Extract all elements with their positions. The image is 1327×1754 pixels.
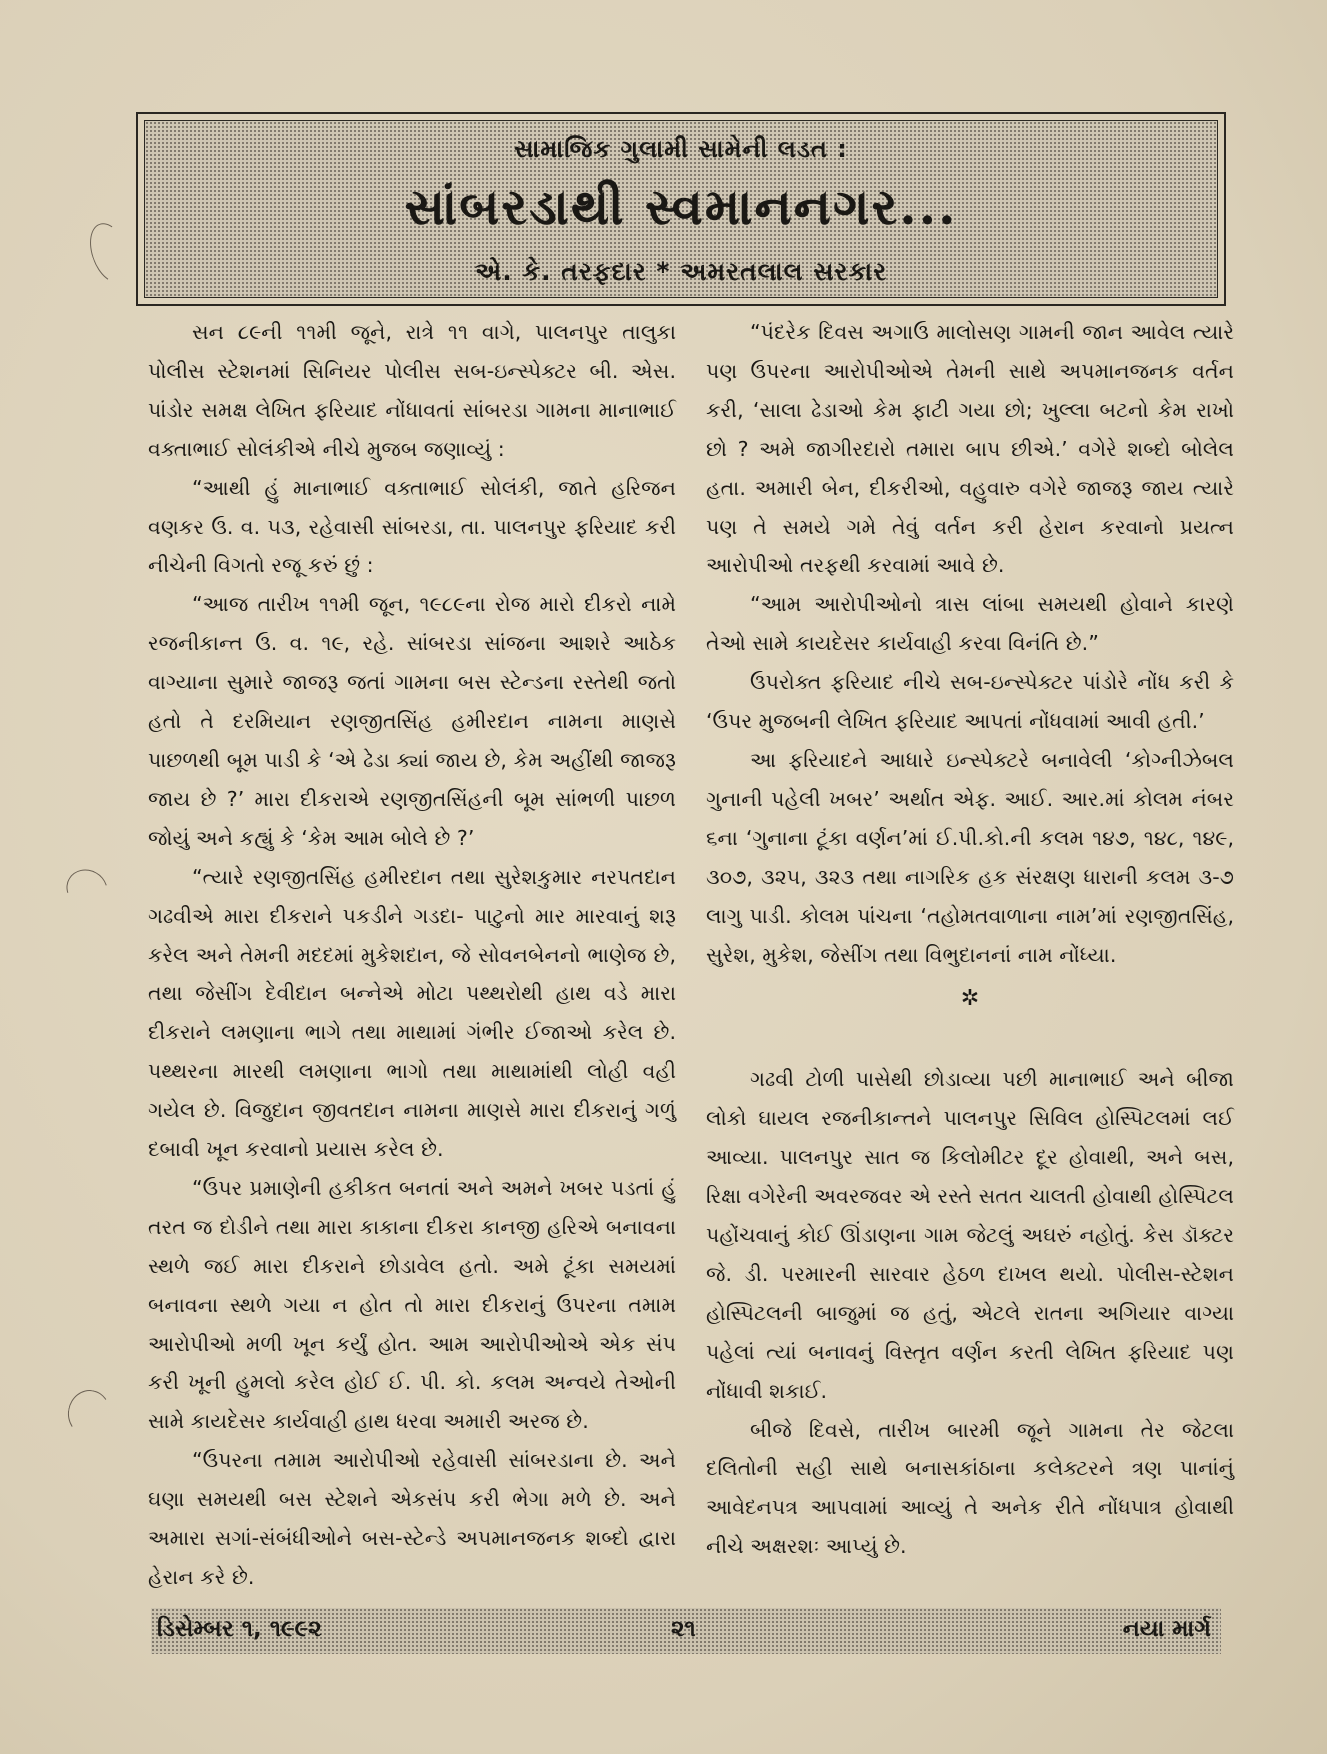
paragraph: “આજ તારીખ ૧૧મી જૂન, ૧૯૮૯ના રોજ મારો દીકરો નામે રજનીકાન્ત ઉ. વ. ૧૯, રહે. સાંબરડા સાંજના આશરે આઠેક વાગ્યાના સુમારે જાજરૂ જતાં ગામના બસ સ્ટેન્ડના રસ્તેથી જતો હતો તે દરમિયાન રણજીતસિંહ હમીરદાન નામના માણસે પાછળથી બૂમ પાડી કે ‘એ ઢેડા ક્યાં જાય છે, કેમ અહીંથી જાજરૂ જાય છે ?’ મારા દીકરાએ રણજીતસિંહની બૂમ સાંભળી પાછળ જોયું અને કહ્યું કે ‘કેમ આમ બોલે છે ?’ — [148, 592, 676, 850]
paragraph: “ઉપરના તમામ આરોપીઓ રહેવાસી સાંબરડાના છે. અને ઘણા સમયથી બસ સ્ટેશને એકસંપ કરી ભેગા મળે છે. અને અમારા સગાં-સંબંધીઓને બસ-સ્ટેન્ડે અપમાનજનક શબ્દો દ્વારા હેરાન કરે છે. — [148, 1448, 676, 1589]
paragraph: “ઉપર પ્રમાણેની હકીકત બનતાં અને અમને ખબર પડતાં હું તરત જ દોડીને તથા મારા કાકાના દીકરા કાનજી હરિએ બનાવના સ્થળે જઈ મારા દીકરાને છોડાવેલ હતો. અમે ટૂંકા સમયમાં બનાવના સ્થળે ગયા ન હોત તો મારા દીકરાનું ઉપરના તમામ આરોપીઓ મળી ખૂન કર્યું હોત. આમ આરોપીઓએ એક સંપ કરી ખૂની હુમલો કરેલ હોઈ ઈ. પી. કો. કલમ અન્વયે તેઓની સામે કાયદેસર કાર્યવાહી હાથ ધરવા અમારી અરજ છે. — [148, 1175, 676, 1434]
paragraph: ગઢવી ટોળી પાસેથી છોડાવ્યા પછી માનાભાઈ અને બીજા લોકો ઘાયલ રજનીકાન્તને પાલનપુર સિવિલ હોસ્પિટલમાં લઈ આવ્યા. પાલનપુર સાત જ કિલોમીટર દૂર હોવાથી, અને બસ, રિક્ષા વગેરેની અવરજવર એ રસ્તે સતત ચાલતી હોવાથી હોસ્પિટલ પહોંચવાનું કોઈ ઊંડાણના ગામ જેટલું અઘરું નહોતું. કેસ ડૉક્ટર જે. ડી. પરમારની સારવાર હેઠળ દાખલ થયો. પોલીસ-સ્ટેશન હોસ્પિટલની બાજુમાં જ હતું, એટલે રાતના અગિયાર વાગ્યા પહેલાં ત્યાં બનાવનું વિસ્તૃત વર્ણન કરતી લેખિત ફરિયાદ પણ નોંધાવી શકાઈ. — [706, 1067, 1234, 1403]
article-kicker: સામાજિક ગુલામી સામેની લડત : — [514, 135, 848, 163]
paper-crease-mark — [82, 218, 137, 289]
section-separator-icon: ✲ — [960, 986, 980, 1012]
page-number: ૨૧ — [671, 1616, 696, 1642]
page-footer — [151, 1608, 1221, 1654]
paper-crease-mark — [64, 1387, 113, 1440]
article-header — [136, 112, 1226, 306]
paragraph: સન ૮૯ની ૧૧મી જૂને, રાત્રે ૧૧ વાગે, પાલનપુર તાલુકા પોલીસ સ્ટેશનમાં સિનિયર પોલીસ સબ-ઇન્સ્પેક્ટર બી. એસ. પાંડોર સમક્ષ લેખિત ફરિયાદ નોંધાવતાં સાંબરડા ગામના માનાભાઈ વક્તાભાઈ સોલંકીએ નીચે મુજબ જણાવ્યું : — [148, 320, 676, 461]
header-screened-panel — [144, 120, 1218, 298]
left-column — [148, 313, 676, 1597]
paragraph: “પંદરેક દિવસ અગાઉ માલોસણ ગામની જાન આવેલ ત્યારે પણ ઉપરના આરોપીઓએ તેમની સાથે અપમાનજનક વર્તન કરી, ‘સાલા ઢેડાઓ કેમ ફાટી ગયા છો; ખુલ્લા બટનો કેમ રાખો છો ? અમે જાગીરદારો તમારા બાપ છીએ.’ વગેરે શબ્દો બોલેલ હતા. અમારી બેન, દીકરીઓ, વહુવારુ વગેરે જાજરૂ જાય ત્યારે પણ તે સમયે ગમે તેવું વર્તન કરી હેરાન કરવાનો પ્રયત્ન આરોપીઓ તરફથી કરવામાં આવે છે. — [706, 320, 1234, 578]
paragraph: “આમ આરોપીઓનો ત્રાસ લાંબા સમયથી હોવાને કારણે તેઓ સામે કાયદેસર કાર્યવાહી કરવા વિનંતિ છે.” — [706, 592, 1234, 656]
magazine-name: નયા માર્ગ — [1122, 1616, 1211, 1642]
footer-date: ડિસેમ્બર ૧, ૧૯૯૨ — [157, 1616, 322, 1642]
paper-crease-mark — [59, 862, 114, 916]
article-byline: એ. કે. તરફદાર * અમરતલાલ સરકાર — [474, 257, 888, 286]
paragraph: આ ફરિયાદને આધારે ઇન્સ્પેક્ટરે બનાવેલી ‘કોગ્નીઝેબલ ગુનાની પહેલી ખબર’ અર્થાત એફ. આઈ. આર.માં કોલમ નંબર ૬ના ‘ગુનાના ટૂંકા વર્ણન’માં ઈ.પી.કો.ની કલમ ૧૪૭, ૧૪૮, ૧૪૯, ૩૦૭, ૩૨૫, ૩૨૩ તથા નાગરિક હક સંરક્ષણ ધારાની કલમ ૩-૭ લાગુ પાડી. કોલમ પાંચના ‘તહોમતવાળાના નામ’માં રણજીતસિંહ, સુરેશ, મુકેશ, જેસીંગ તથા વિભુદાનનાં નામ નોંધ્યા. — [706, 747, 1234, 967]
article-title: સાંબરડાથી સ્વમાનનગર... — [404, 177, 958, 236]
paragraph: “આથી હું માનાભાઈ વક્તાભાઈ સોલંકી, જાતે હરિજન વણકર ઉ. વ. ૫૩, રહેવાસી સાંબરડા, તા. પાલનપુર ફરિયાદ કરી નીચેની વિગતો રજૂ કરું છું : — [148, 475, 676, 578]
paragraph: બીજે દિવસે, તારીખ બારમી જૂને ગામના તેર જેટલા દલિતોની સહી સાથે બનાસકાંઠાના કલેક્ટરને ત્રણ પાનાંનું આવેદનપત્ર આપવામાં આવ્યું તે અનેક રીતે નોંધપાત્ર હોવાથી નીચે અક્ષરશઃ આપ્યું છે. — [706, 1417, 1234, 1559]
paragraph: ઉપરોક્ત ફરિયાદ નીચે સબ-ઇન્સ્પેક્ટર પાંડોરે નોંધ કરી કે ‘ઉપર મુજબની લેખિત ફરિયાદ આપતાં નોંધવામાં આવી હતી.’ — [706, 670, 1234, 734]
right-column — [706, 313, 1234, 1566]
paragraph: “ત્યારે રણજીતસિંહ હમીરદાન તથા સુરેશકુમાર નરપતદાન ગઢવીએ મારા દીકરાને પકડીને ગડદા- પાટુનો માર મારવાનું શરૂ કરેલ અને તેમની મદદમાં મુકેશદાન, જે સોવનબેનનો ભાણેજ છે, તથા જેસીંગ દેવીદાન બન્નેએ મોટા પથ્થરોથી હાથ વડે મારા દીકરાને લમણાના ભાગે તથા માથામાં ગંભીર ઈજાઓ કરેલ છે. પથ્થરના મારથી લમણાના ભાગો તથા માથામાંથી લોહી વહી ગયેલ છે. વિજુદાન જીવતદાન નામના માણસે મારા દીકરાનું ગળું દબાવી ખૂન કરવાનો પ્રયાસ કરેલ છે. — [148, 864, 676, 1162]
